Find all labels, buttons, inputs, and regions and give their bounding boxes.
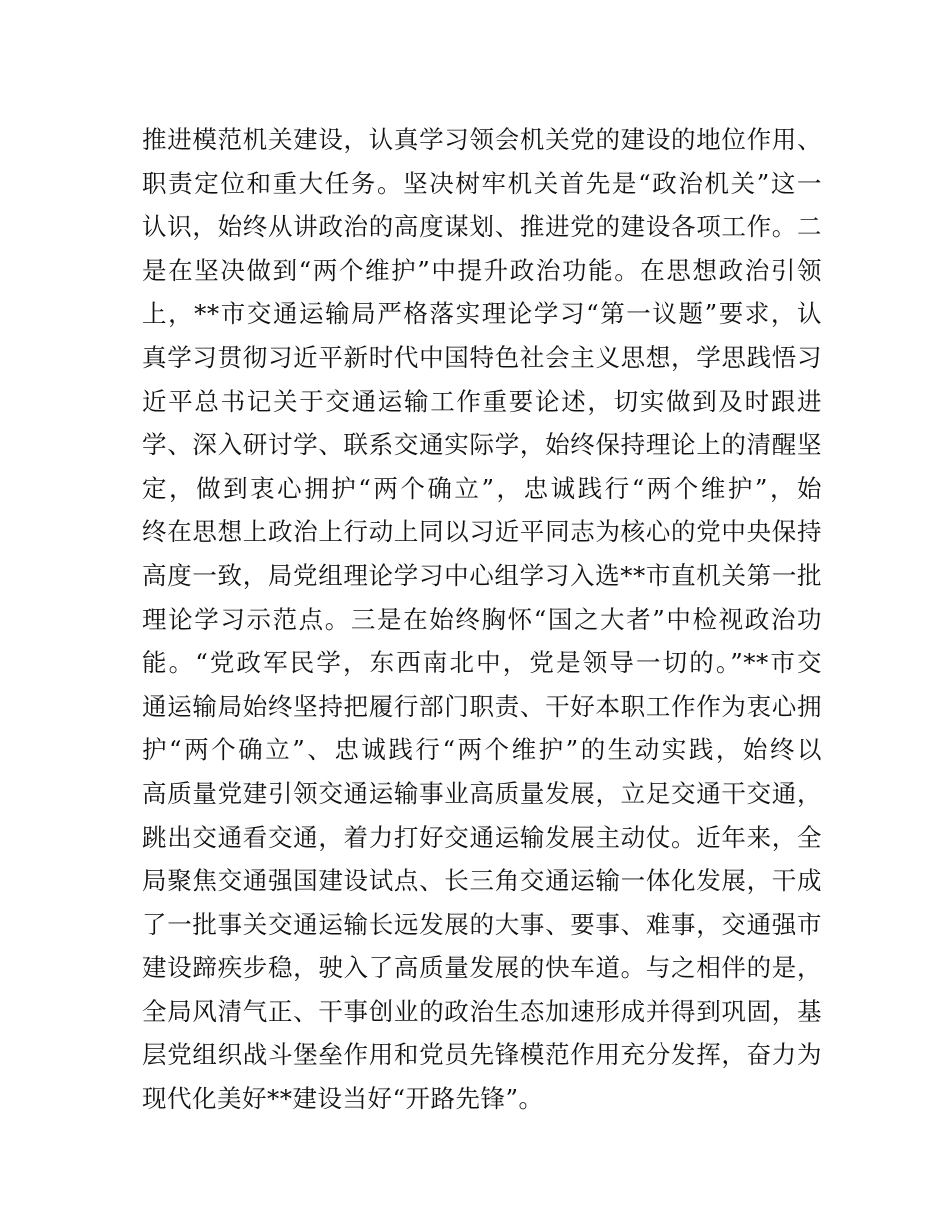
paragraph-line: 近平总书记关于交通运输工作重要论述，切实做到及时跟进: [142, 386, 822, 416]
paragraph-line: 推进模范机关建设，认真学习领会机关党的建设的地位作用、: [142, 125, 822, 154]
paragraph-line: 上，**市交通运输局严格落实理论学习“第一议题”要求，认: [142, 299, 822, 329]
paragraph-line: 定，做到衷心拥护“两个确立”，忠诚践行“两个维护”，始: [142, 473, 822, 503]
paragraph-line: 跳出交通看交通，着力打好交通运输发展主动仗。近年来，全: [142, 822, 822, 852]
paragraph-line: 高度一致，局党组理论学习中心组学习入选**市直机关第一批: [142, 560, 822, 590]
paragraph-line: 理论学习示范点。三是在始终胸怀“国之大者”中检视政治功: [142, 604, 822, 634]
paragraph-line: 高质量党建引领交通运输事业高质量发展，立足交通干交通，: [142, 778, 822, 808]
paragraph-line: 是在坚决做到“两个维护”中提升政治功能。在思想政治引领: [142, 255, 822, 285]
paragraph-line: 终在思想上政治上行动上同以习近平同志为核心的党中央保持: [142, 517, 822, 547]
paragraph-line: 能。“党政军民学，东西南北中，党是领导一切的。”**市交: [142, 648, 822, 678]
paragraph-line: 学、深入研讨学、联系交通实际学，始终保持理论上的清醒坚: [142, 430, 822, 460]
paragraph-line: 真学习贯彻习近平新时代中国特色社会主义思想，学思践悟习: [142, 342, 822, 372]
paragraph-line: 层党组织战斗堡垒作用和党员先锋模范作用充分发挥，奋力为: [142, 1040, 822, 1070]
paragraph-line: 现代化美好**建设当好“开路先锋”。: [142, 1084, 544, 1114]
paragraph-line: 职责定位和重大任务。坚决树牢机关首先是“政治机关”这一: [142, 168, 822, 198]
paragraph-line: 局聚焦交通强国建设试点、长三角交通运输一体化发展，干成: [142, 866, 822, 896]
paragraph-line: 护“两个确立”、忠诚践行“两个维护”的生动实践，始终以: [142, 735, 822, 765]
paragraph-line: 了一批事关交通运输长远发展的大事、要事、难事，交通强市: [142, 909, 822, 939]
paragraph-line: 认识，始终从讲政治的高度谋划、推进党的建设各项工作。二: [142, 212, 822, 242]
paragraph-line: 通运输局始终坚持把履行部门职责、干好本职工作作为衷心拥: [142, 691, 822, 721]
paragraph-line: 全局风清气正、干事创业的政治生态加速形成并得到巩固，基: [142, 996, 822, 1026]
paragraph-line: 建设蹄疾步稳，驶入了高质量发展的快车道。与之相伴的是，: [142, 953, 822, 983]
body-paragraph: [142, 118, 822, 1121]
